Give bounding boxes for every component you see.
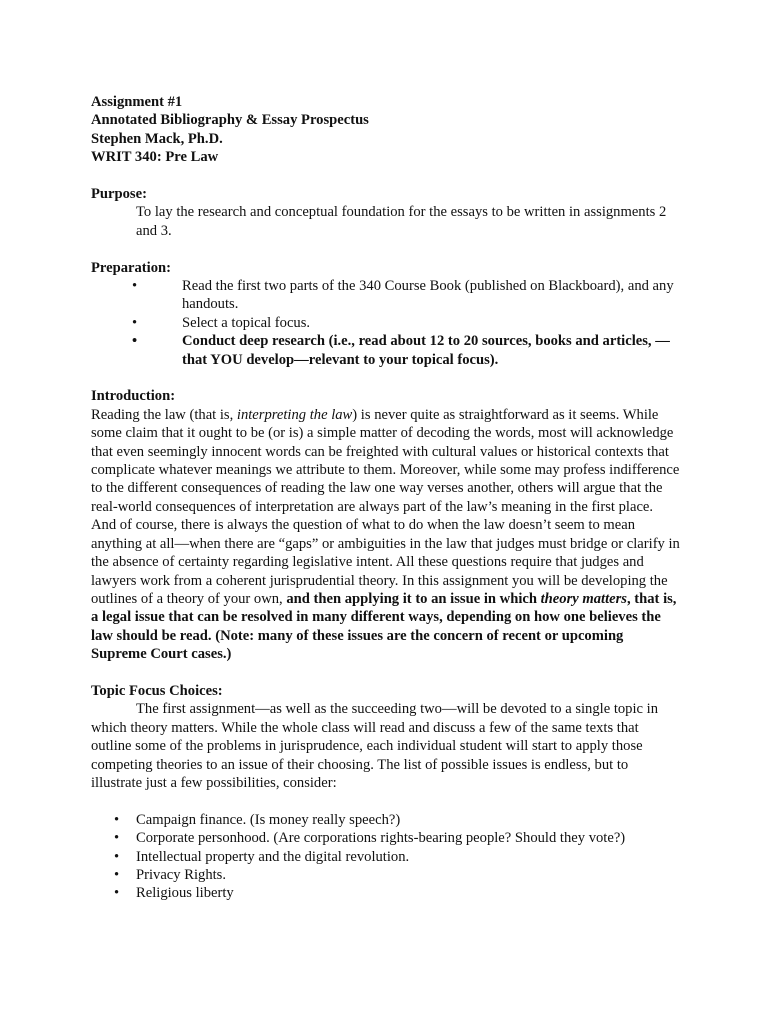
purpose-heading: Purpose: [91,186,147,203]
bullet-icon: • [114,885,120,902]
preparation-item [91,332,681,369]
list-item [91,829,681,847]
preparation-item-text: Conduct deep research (i.e., read about 12 to 20 sources, books and articles, —that YOU develop—relevant to your topical focus). [182,333,670,368]
bullet-icon: • [114,811,120,828]
introduction-paragraph [91,406,681,664]
introduction-text-main: ) is never quite as straightforward as it seems. While some claim that it ought to be (or is) a simple matter of decoding the words, most will acknowledge that even seemingly innocent words can be freighted with cultural values or historical contexts that complicate whatever meanings we attribute to them. Moreover, while some may profess indifference to the different consequences of reading the law one way verses another, others will argue that the real-world consequences of interpretation are always part of the law’s meaning in the first place. And of course, there is always the question of what to do when the law doesn’t seem to mean anything at all—when there are “gaps” or ambiguities in the law that judges must bridge or clarify in the absence of certainty regarding legislative intent. All these questions require that judges and lawyers work from a coherent jurisprudential theory. In this assignment you will be developing the outlines of a theory of your own, [91,406,680,607]
issue-text: Corporate personhood. (Are corporations rights-bearing people? Should they vote?) [136,830,626,847]
topic-focus-paragraph: The first assignment—as well as the succeeding two—will be devoted to a single topic in which theory matters. While the whole class will read and discuss a few of the same texts that outline some of the problems in jurisprudence, each individual student will start to apply those competing theories to an issue of their choosing. The list of possible issues is endless, but to illustrate just a few possibilities, consider: [91,701,659,791]
preparation-item-text: Read the first two parts of the 340 Course Book (published on Blackboard), and any handouts. [182,278,674,313]
bullet-icon: • [132,314,138,331]
introduction-italic-phrase: interpreting the law [236,406,353,423]
bullet-icon: • [132,278,138,295]
assignment-title: Annotated Bibliography & Essay Prospectus [91,112,369,129]
introduction-heading: Introduction: [91,388,176,405]
preparation-item [91,277,681,314]
list-item [91,848,681,866]
issue-text: Religious liberty [136,885,234,902]
issue-text: Campaign finance. (Is money really speech?) [136,811,401,828]
purpose-section [91,185,681,240]
document-body [91,93,681,903]
preparation-list [91,277,681,369]
purpose-text: To lay the research and conceptual foundation for the essays to be written in assignments 2 and 3. [136,204,667,239]
course-name: WRIT 340: Pre Law [91,149,219,166]
list-item [91,866,681,884]
preparation-item-text: Select a topical focus. [182,314,311,331]
introduction-bold-end: , that is, a legal issue that can be resolved in many different ways, depending on how one believes the law should be read. (Note: many of these issues are the concern of recent or upcoming Supreme Court cases.) [91,590,677,663]
document-header [91,93,681,167]
list-item [91,811,681,829]
issue-list [91,811,681,903]
introduction-section [91,387,681,663]
topic-focus-section [91,682,681,903]
issue-text: Privacy Rights. [136,866,226,883]
bullet-icon: • [114,830,120,847]
list-item [91,884,681,902]
preparation-section [91,259,681,369]
topic-focus-heading: Topic Focus Choices: [91,682,223,699]
bullet-icon: • [132,333,138,350]
issue-text: Intellectual property and the digital revolution. [136,848,410,865]
introduction-text-start: Reading the law (that is, [91,406,237,423]
introduction-bold-start: and then applying it to an issue in which [286,590,541,607]
instructor-name: Stephen Mack, Ph.D. [91,130,223,147]
preparation-item [91,314,681,332]
bullet-icon: • [114,866,120,883]
introduction-bold-italic-phrase: theory matters [540,590,627,607]
assignment-number: Assignment #1 [91,94,183,110]
preparation-heading: Preparation: [91,259,171,276]
bullet-icon: • [114,848,120,865]
